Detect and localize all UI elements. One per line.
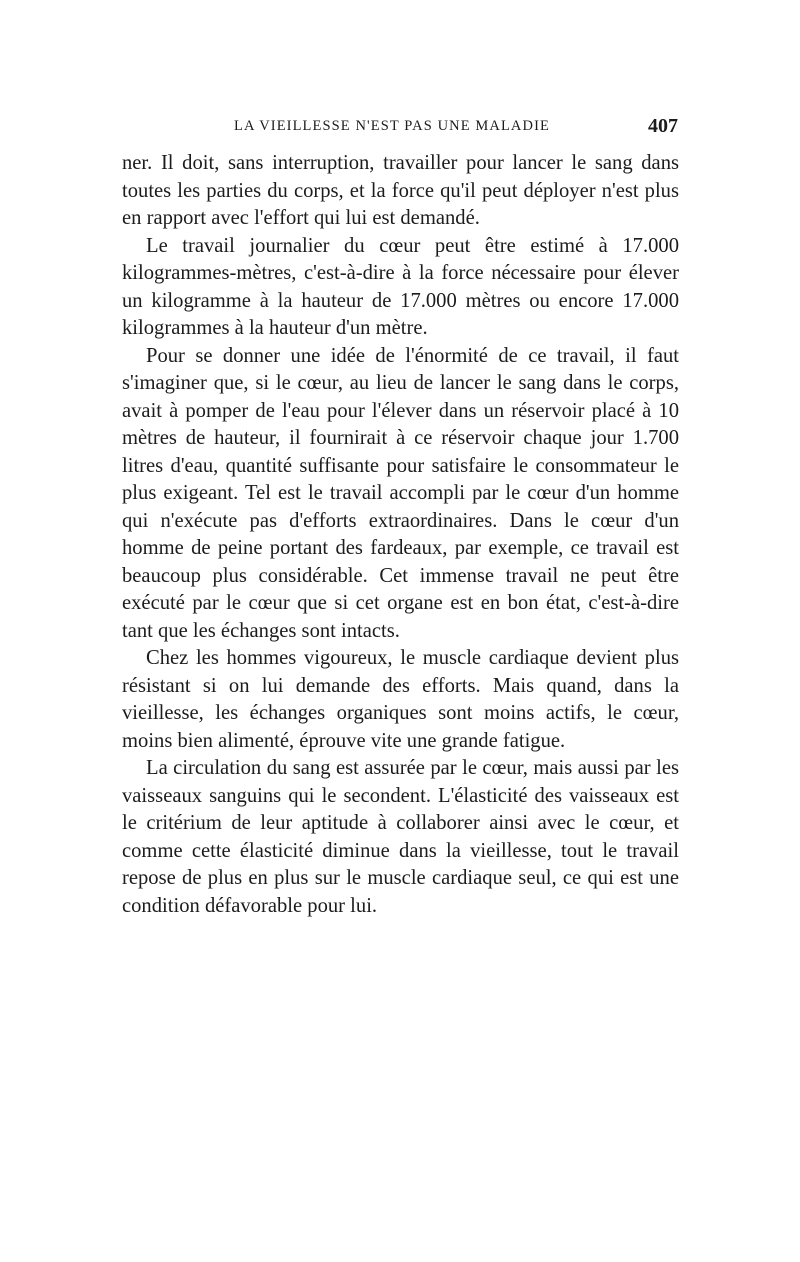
paragraph-enormity: Pour se donner une idée de l'énormité de ce travail, il faut s'imaginer que, si le cœur, au lieu de lancer le sang dans le corps, avait à pomper de l'eau pour l'élever dans un réservoir placé à 10 mètres de hauteur, il fournirait à ce réservoir chaque jour 1.700 litres d'eau, quantité suffisante pour satisfaire le consommateur le plus exigeant. Tel est le travail accompli par le cœur d'un homme qui n'exécute pas d'efforts extraordinaires. Dans le cœur d'un homme de peine portant des fardeaux, par exemple, ce travail est beaucoup plus considérable. Cet immense travail ne peut être exécuté par le cœur que si cet organe est en bon état, c'est-à-dire tant que les échanges sont intacts. (122, 344, 679, 642)
paragraph-continuation: ner. Il doit, sans interruption, travailler pour lancer le sang dans toutes les parties du corps, et la force qu'il peut déployer n'est plus en rapport avec l'effort qui lui est demandé. (122, 152, 679, 229)
body-text (122, 150, 679, 920)
chapter-title: LA VIEILLESSE N'EST PAS UNE MALADIE (234, 118, 550, 134)
running-head (122, 116, 682, 140)
paragraph-vigorous-men: Chez les hommes vigoureux, le muscle cardiaque devient plus résistant si on lui demande des efforts. Mais quand, dans la vieillesse, les échanges organiques sont moins actifs, le cœur, moins bien alimenté, éprouve vite une grande fatigue. (122, 647, 679, 752)
page-number: 407 (648, 115, 678, 137)
paragraph-circulation: La circulation du sang est assurée par le cœur, mais aussi par les vaisseaux sanguins qui le secondent. L'élasticité des vaisseaux est le critérium de leur aptitude à collaborer ainsi avec le cœur, et comme cette élasticité diminue dans la vieillesse, tout le travail repose de plus en plus sur le muscle cardiaque seul, ce qui est une condition défavorable pour lui. (122, 757, 679, 917)
paragraph-daily-work: Le travail journalier du cœur peut être estimé à 17.000 kilogrammes-mètres, c'est-à-dire à la force nécessaire pour élever un kilogramme à la hauteur de 17.000 mètres ou encore 17.000 kilogrammes à la hauteur d'un mètre. (122, 234, 679, 339)
